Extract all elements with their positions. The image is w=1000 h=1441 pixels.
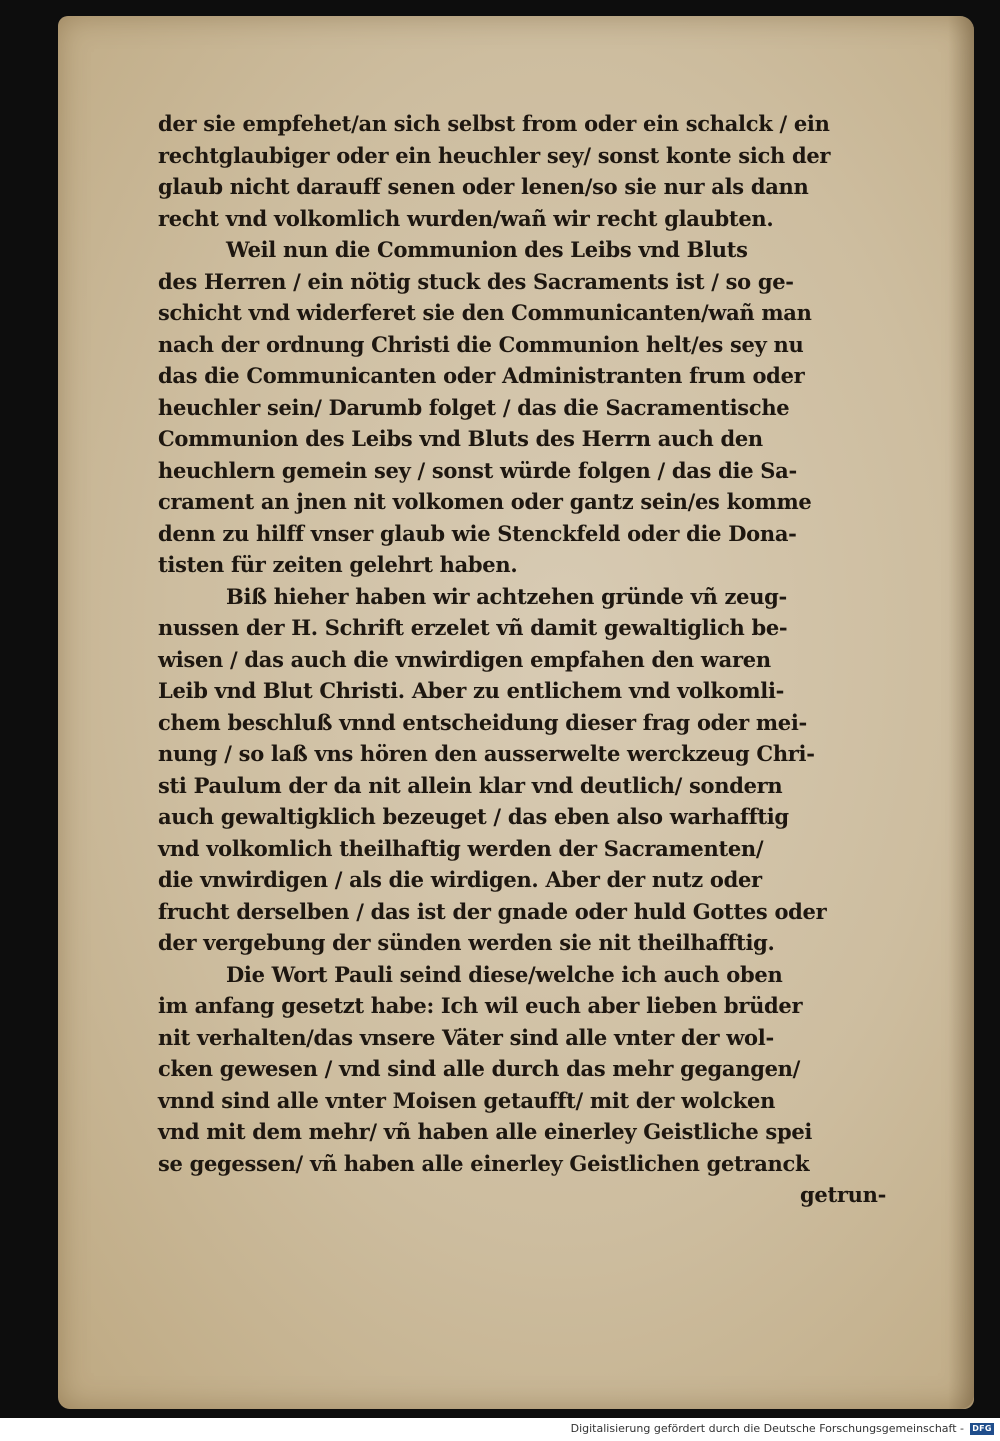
catchword: getrun-: [800, 1182, 886, 1207]
text-line: schicht vnd widerferet sie den Communicanten/wañ man: [158, 300, 812, 325]
text-line: sti Paulum der da nit allein klar vnd deutlich/ sondern: [158, 772, 783, 798]
text-line: die vnwirdigen / als die wirdigen. Aber der nutz oder: [158, 867, 762, 892]
text-line: wisen / das auch die vnwirdigen empfahen den waren: [158, 646, 771, 672]
text-line: des Herren / ein nötig stuck des Sacraments ist / so ge-: [158, 268, 794, 294]
funding-credit: Digitalisierung gefördert durch die Deutsche Forschungsgemeinschaft -: [570, 1422, 964, 1435]
text-line: se gegessen/ vñ haben alle einerley Geistlichen getranck: [158, 1150, 810, 1176]
paragraph-start-line: Die Wort Pauli seind diese/welche ich auch oben: [226, 961, 783, 987]
text-line: crament an jnen nit volkomen oder gantz sein/es komme: [158, 489, 812, 514]
text-line: heuchlern gemein sey / sonst würde folgen / das die Sa-: [158, 457, 797, 483]
text-line: tisten für zeiten gelehrt haben.: [158, 552, 518, 577]
text-line: nach der ordnung Christi die Communion helt/es sey nu: [158, 331, 804, 357]
text-line: nit verhalten/das vnsere Väter sind alle vnter der wol-: [158, 1024, 774, 1050]
paragraph-start-line: Biß hieher haben wir achtzehen gründe vñ zeug-: [226, 583, 787, 609]
text-line: recht vnd volkomlich wurden/wañ wir recht glaubten.: [158, 205, 774, 231]
page-edge-shadow: [948, 16, 974, 1409]
text-line: vnd volkomlich theilhaftig werden der Sacramenten/: [158, 835, 764, 861]
text-line: rechtglaubiger oder ein heuchler sey/ sonst konte sich der: [158, 142, 831, 168]
text-line: cken gewesen / vnd sind alle durch das mehr gegangen/: [158, 1056, 800, 1081]
text-line: frucht derselben / das ist der gnade oder huld Gottes oder: [158, 898, 827, 924]
text-line: auch gewaltigklich bezeuget / das eben also warhafftig: [158, 804, 789, 829]
body-text: [158, 108, 888, 1211]
text-line: vnd mit dem mehr/ vñ haben alle einerley Geistliche spei: [158, 1119, 813, 1144]
text-line: das die Communicanten oder Administranten frum oder: [158, 363, 805, 388]
text-line: chem beschluß vnnd entscheidung dieser frag oder mei-: [158, 709, 807, 735]
dfg-logo: DFG: [970, 1423, 994, 1435]
text-line: nussen der H. Schrift erzelet vñ damit gewaltiglich be-: [158, 615, 788, 640]
text-line: vnnd sind alle vnter Moisen getaufft/ mit der wolcken: [158, 1087, 776, 1113]
text-line: heuchler sein/ Darumb folget / das die Sacramentische: [158, 394, 790, 420]
text-line: Communion des Leibs vnd Bluts des Herrn auch den: [158, 426, 763, 451]
text-line: der sie empfehet/an sich selbst from oder ein schalck / ein: [158, 111, 830, 136]
text-line: der vergebung der sünden werden sie nit theilhafftig.: [158, 930, 775, 955]
footer-bar: [0, 1418, 1000, 1441]
text-line: nung / so laß vns hören den ausserwelte werckzeug Chri-: [158, 741, 815, 766]
text-line: Leib vnd Blut Christi. Aber zu entlichem vnd volkomli-: [158, 678, 785, 703]
paragraph-start-line: Weil nun die Communion des Leibs vnd Bluts: [226, 237, 748, 262]
text-line: glaub nicht darauff senen oder lenen/so sie nur als dann: [158, 174, 809, 199]
text-line: im anfang gesetzt habe: Ich wil euch aber lieben brüder: [158, 993, 803, 1018]
text-line: denn zu hilff vnser glaub wie Stenckfeld oder die Dona-: [158, 520, 797, 546]
